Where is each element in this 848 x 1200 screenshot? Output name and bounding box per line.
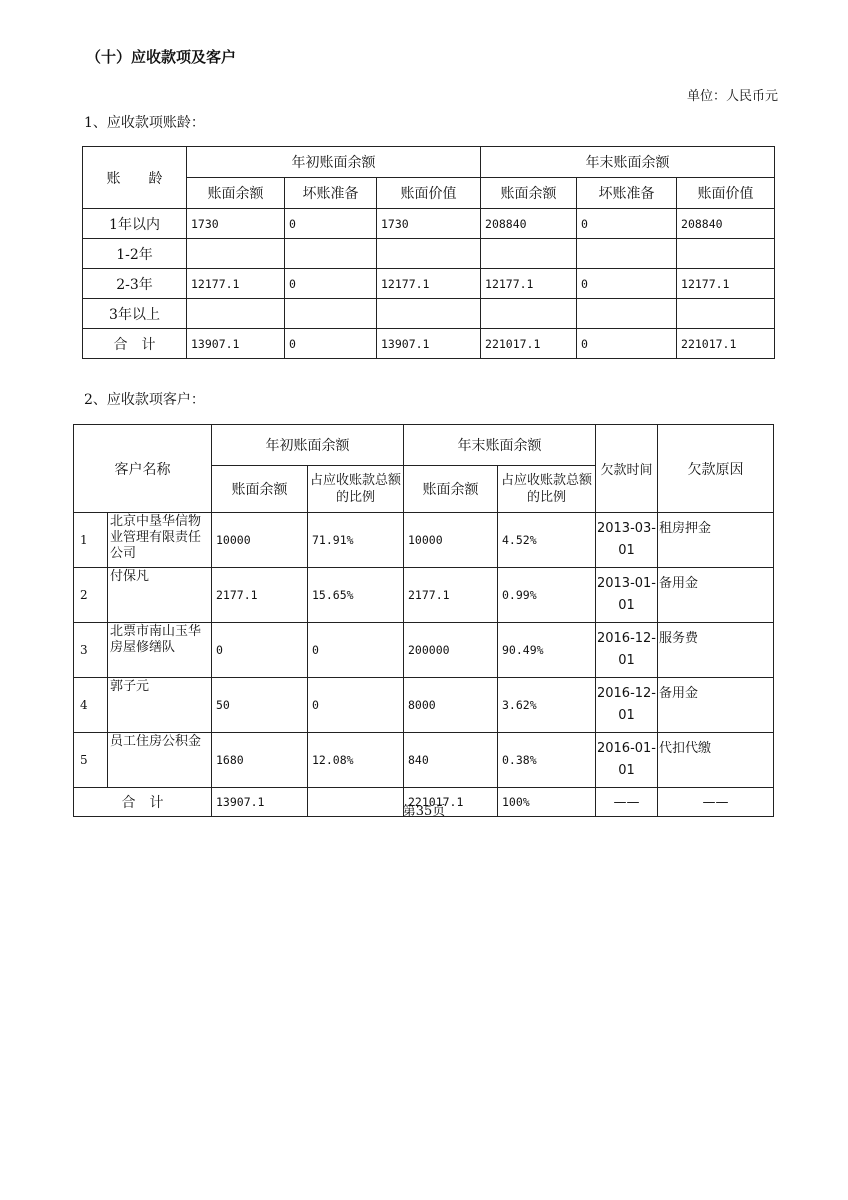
group-begin-header: 年初账面余额	[212, 425, 404, 466]
table-row	[83, 299, 775, 329]
cell-value: 1730	[187, 209, 285, 239]
cell-value: 10000	[212, 513, 308, 568]
row-label: 1年以内	[83, 209, 187, 239]
table-row	[83, 239, 775, 269]
cell-value: 12177.1	[377, 269, 481, 299]
customer-name: 郭子元	[108, 678, 212, 733]
cell-value: 0	[577, 269, 677, 299]
cell-value: 1730	[377, 209, 481, 239]
cell-value	[577, 299, 677, 329]
sub-header: 账面余额	[187, 178, 285, 209]
debt-reason: 备用金	[658, 678, 774, 733]
cell-value: 12.08%	[308, 733, 404, 788]
debt-time: 2016-12-01	[596, 678, 658, 733]
row-label: 1-2年	[83, 239, 187, 269]
sub-header: 账面余额	[481, 178, 577, 209]
cell-value	[577, 239, 677, 269]
cell-value: 0	[577, 209, 677, 239]
customer-name: 员工住房公积金	[108, 733, 212, 788]
cell-value	[481, 239, 577, 269]
cell-value: 221017.1	[677, 329, 775, 359]
page-number: 第35页	[402, 804, 446, 819]
row-label: 合 计	[83, 329, 187, 359]
cell-value: 0	[212, 623, 308, 678]
group-end-header: 年末账面余额	[481, 147, 775, 178]
debt-time: 2016-12-01	[596, 623, 658, 678]
cell-value	[187, 239, 285, 269]
cell-value: 8000	[404, 678, 498, 733]
row-label: 2-3年	[83, 269, 187, 299]
cell-value: 0	[285, 269, 377, 299]
table-row	[83, 269, 775, 299]
cell-value: 0.38%	[498, 733, 596, 788]
cell-value: 3.62%	[498, 678, 596, 733]
sub-header-ratio: 占应收账款总额的比例	[308, 466, 404, 513]
row-index: 2	[74, 568, 108, 623]
group-end-header: 年末账面余额	[404, 425, 596, 466]
debt-time: 2016-01-01	[596, 733, 658, 788]
cell-value: 208840	[677, 209, 775, 239]
cell-value: 208840	[481, 209, 577, 239]
cell-value: 2177.1	[404, 568, 498, 623]
debt-reason: ——	[658, 788, 774, 817]
aging-col-header: 账 龄	[83, 147, 187, 209]
sub-header: 坏账准备	[285, 178, 377, 209]
sub-header: 坏账准备	[577, 178, 677, 209]
cell-value: 13907.1	[377, 329, 481, 359]
cell-value: 0	[577, 329, 677, 359]
cell-value	[677, 239, 775, 269]
table-row	[74, 733, 774, 788]
sub-header-balance: 账面余额	[404, 466, 498, 513]
cell-value: 100%	[498, 788, 596, 817]
sub-header: 账面价值	[677, 178, 775, 209]
sub-header-ratio: 占应收账款总额的比例	[498, 466, 596, 513]
row-label: 3年以上	[83, 299, 187, 329]
aging-heading: 1、应收款项账龄：	[84, 115, 205, 131]
cell-value: 0	[308, 678, 404, 733]
row-index: 4	[74, 678, 108, 733]
cell-value: 13907.1	[212, 788, 308, 817]
cell-value	[285, 299, 377, 329]
section-title: （十）应收款项及客户	[86, 48, 237, 66]
cell-value: 12177.1	[187, 269, 285, 299]
cell-value: 50	[212, 678, 308, 733]
cell-value: 10000	[404, 513, 498, 568]
debt-time: 2013-01-01	[596, 568, 658, 623]
cell-value	[377, 299, 481, 329]
cell-value: 0.99%	[498, 568, 596, 623]
customer-name: 北京中垦华信物业管理有限责任公司	[108, 513, 212, 568]
cell-value: 12177.1	[481, 269, 577, 299]
cell-value	[481, 299, 577, 329]
cell-value: 0	[308, 623, 404, 678]
debt-reason-header: 欠款原因	[658, 425, 774, 513]
customers-table	[73, 424, 774, 817]
cell-value	[677, 299, 775, 329]
debt-reason: 租房押金	[658, 513, 774, 568]
debt-reason: 代扣代缴	[658, 733, 774, 788]
aging-table	[82, 146, 775, 359]
sub-header-balance: 账面余额	[212, 466, 308, 513]
cell-value: 221017.1	[404, 788, 498, 817]
cell-value: 2177.1	[212, 568, 308, 623]
cell-value: 840	[404, 733, 498, 788]
cell-value: 90.49%	[498, 623, 596, 678]
table-row	[74, 623, 774, 678]
debt-reason: 备用金	[658, 568, 774, 623]
table-row	[74, 513, 774, 568]
customers-heading: 2、应收款项客户：	[84, 392, 205, 408]
debt-reason: 服务费	[658, 623, 774, 678]
debt-time: 2013-03-01	[596, 513, 658, 568]
customer-name: 北票市南山玉华房屋修缮队	[108, 623, 212, 678]
customer-name: 付保凡	[108, 568, 212, 623]
cell-value: 4.52%	[498, 513, 596, 568]
unit-label: 单位：人民币元	[686, 89, 778, 104]
group-begin-header: 年初账面余额	[187, 147, 481, 178]
cell-value: 15.65%	[308, 568, 404, 623]
cell-value: 12177.1	[677, 269, 775, 299]
cell-value: 0	[285, 329, 377, 359]
cell-value: 0	[285, 209, 377, 239]
cell-value: 221017.1	[481, 329, 577, 359]
customer-name-header: 客户名称	[74, 425, 212, 513]
debt-time: ——	[596, 788, 658, 817]
debt-time-header: 欠款时间	[596, 425, 658, 513]
row-index: 1	[74, 513, 108, 568]
row-index: 3	[74, 623, 108, 678]
cell-value	[285, 239, 377, 269]
cell-value	[187, 299, 285, 329]
row-index: 5	[74, 733, 108, 788]
cell-value: 71.91%	[308, 513, 404, 568]
sub-header: 账面价值	[377, 178, 481, 209]
cell-value: 13907.1	[187, 329, 285, 359]
cell-value	[377, 239, 481, 269]
table-row	[74, 568, 774, 623]
total-label: 合 计	[74, 788, 212, 817]
cell-value: 200000	[404, 623, 498, 678]
table-row	[74, 678, 774, 733]
cell-value: 1680	[212, 733, 308, 788]
table-row	[83, 209, 775, 239]
table-row-total	[83, 329, 775, 359]
